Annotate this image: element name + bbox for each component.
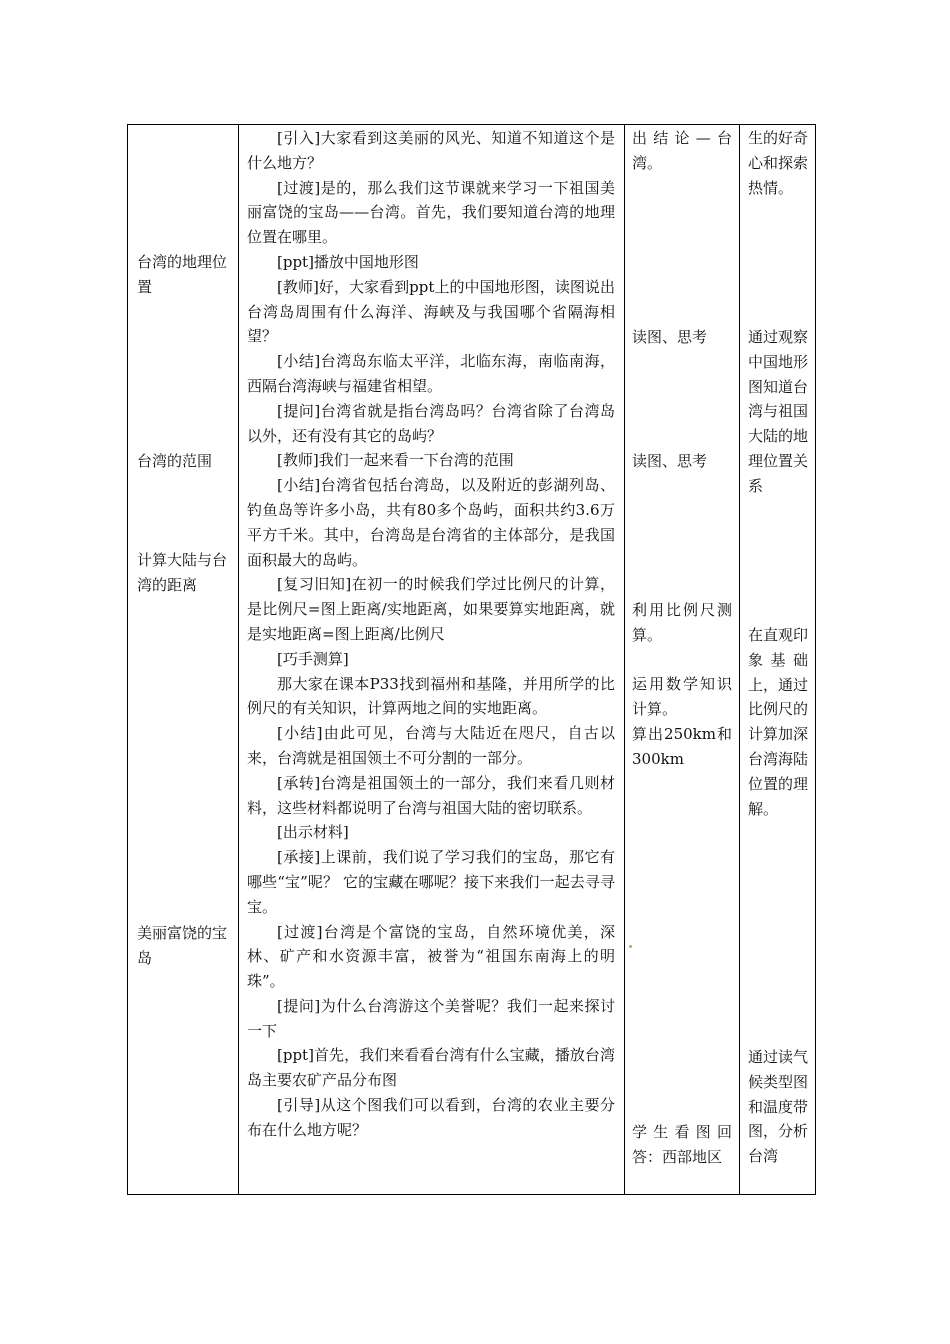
topic-scope: 台湾的范围 [137, 452, 213, 470]
column-divider [624, 125, 625, 1194]
topic-treasure: 美丽富饶的宝岛 [137, 924, 228, 967]
student-answer: 学生看图回答：西部地区 [632, 1123, 732, 1166]
activity-paragraph: [教师]我们一起来看一下台湾的范围 [277, 451, 514, 470]
activity-paragraph: [承转]台湾是祖国领土的一部分，我们来看几则材料，这些材料都说明了台湾与祖国大陆的密切联系。 [247, 773, 615, 817]
topic-location: 台湾的地理位置 [137, 253, 228, 296]
teacher-activities [247, 126, 615, 1143]
intent-scale: 在直观印象基础上，通过比例尺的计算加深台湾海陆位置的理解。 [748, 626, 809, 818]
activity-paragraph: [ppt]首先，我们来看看台湾有什么宝藏，播放台湾岛主要农矿产品分布图 [247, 1046, 615, 1090]
intent-climate: 通过读气候类型图和温度带图，分析台湾 [748, 1048, 809, 1166]
activity-paragraph: 那大家在课本P33找到福州和基隆，并用所学的比例尺的有关知识，计算两地之间的实地距离。 [247, 674, 615, 718]
activity-paragraph: [小结]台湾岛东临太平洋，北临东海，南临南海，西隔台湾海峡与福建省相望。 [247, 352, 615, 395]
student-read-map-1: 读图、思考 [632, 328, 708, 346]
activity-paragraph: [过渡]台湾是个富饶的宝岛，自然环境优美，深林、矿产和水资源丰富，被誉为“祖国东南海上的明珠”。 [247, 922, 615, 991]
activity-paragraph: [小结]由此可见，台湾与大陆近在咫尺，自古以来，台湾就是祖国领土不可分割的一部分。 [247, 724, 615, 767]
student-result: 算出250km和300km [632, 725, 732, 768]
activity-paragraph: [引导]从这个图我们可以看到，台湾的农业主要分布在什么地方呢？ [247, 1096, 615, 1139]
activity-paragraph: [承接]上课前，我们说了学习我们的宝岛，那它有哪些“宝”呢？ 它的宝藏在哪呢？接下来我们一起去寻寻宝。 [247, 848, 615, 916]
topic-distance: 计算大陆与台湾的距离 [137, 551, 228, 594]
activity-paragraph: [出示材料] [277, 823, 349, 842]
activity-paragraph: [ppt]播放中国地形图 [277, 252, 419, 271]
lesson-plan-table [127, 124, 816, 1195]
student-calc: 运用数学知识计算。 [632, 675, 732, 718]
student-measure: 利用比例尺测算。 [632, 601, 732, 644]
activity-paragraph: [过渡]是的，那么我们这节课就来学习一下祖国美丽富饶的宝岛——台湾。首先，我们要知道台湾的地理位置在哪里。 [247, 178, 615, 247]
activity-paragraph: [教师]好，大家看到ppt上的中国地形图，读图说出台湾岛周围有什么海洋、海峡及与我国哪个省隔海相望？ [247, 277, 615, 346]
student-conclusion: 出结论—台湾。 [632, 129, 732, 172]
student-read-map-2: 读图、思考 [632, 452, 708, 470]
activity-paragraph: [巧手测算] [277, 649, 349, 668]
intent-map: 通过观察中国地形图知道台湾与祖国大陆的地理位置关系 [748, 328, 809, 495]
intent-curiosity: 生的好奇心和探索热情。 [748, 129, 809, 197]
activity-paragraph: [引入]大家看到这美丽的风光、知道不知道这个是什么地方？ [247, 129, 615, 172]
activity-paragraph: [复习旧知]在初一的时候我们学过比例尺的计算，是比例尺=图上距离/实地距离，如果要算实地距离，就是实地距离=图上距离/比例尺 [247, 575, 615, 643]
activity-paragraph: [提问]为什么台湾游这个美誉呢？我们一起来探讨一下 [247, 996, 615, 1040]
column-divider [238, 125, 239, 1194]
activity-paragraph: [小结]台湾省包括台湾岛，以及附近的彭湖列岛、钓鱼岛等许多小岛，共有80多个岛屿，面积共约3.6万平方千米。其中，台湾岛是台湾省的主体部分，是我国面积最大的岛屿。 [247, 476, 615, 569]
stray-mark [629, 945, 632, 948]
activity-paragraph: [提问]台湾省就是指台湾岛吗？台湾省除了台湾岛以外，还有没有其它的岛屿？ [247, 401, 615, 445]
column-divider [739, 125, 740, 1194]
